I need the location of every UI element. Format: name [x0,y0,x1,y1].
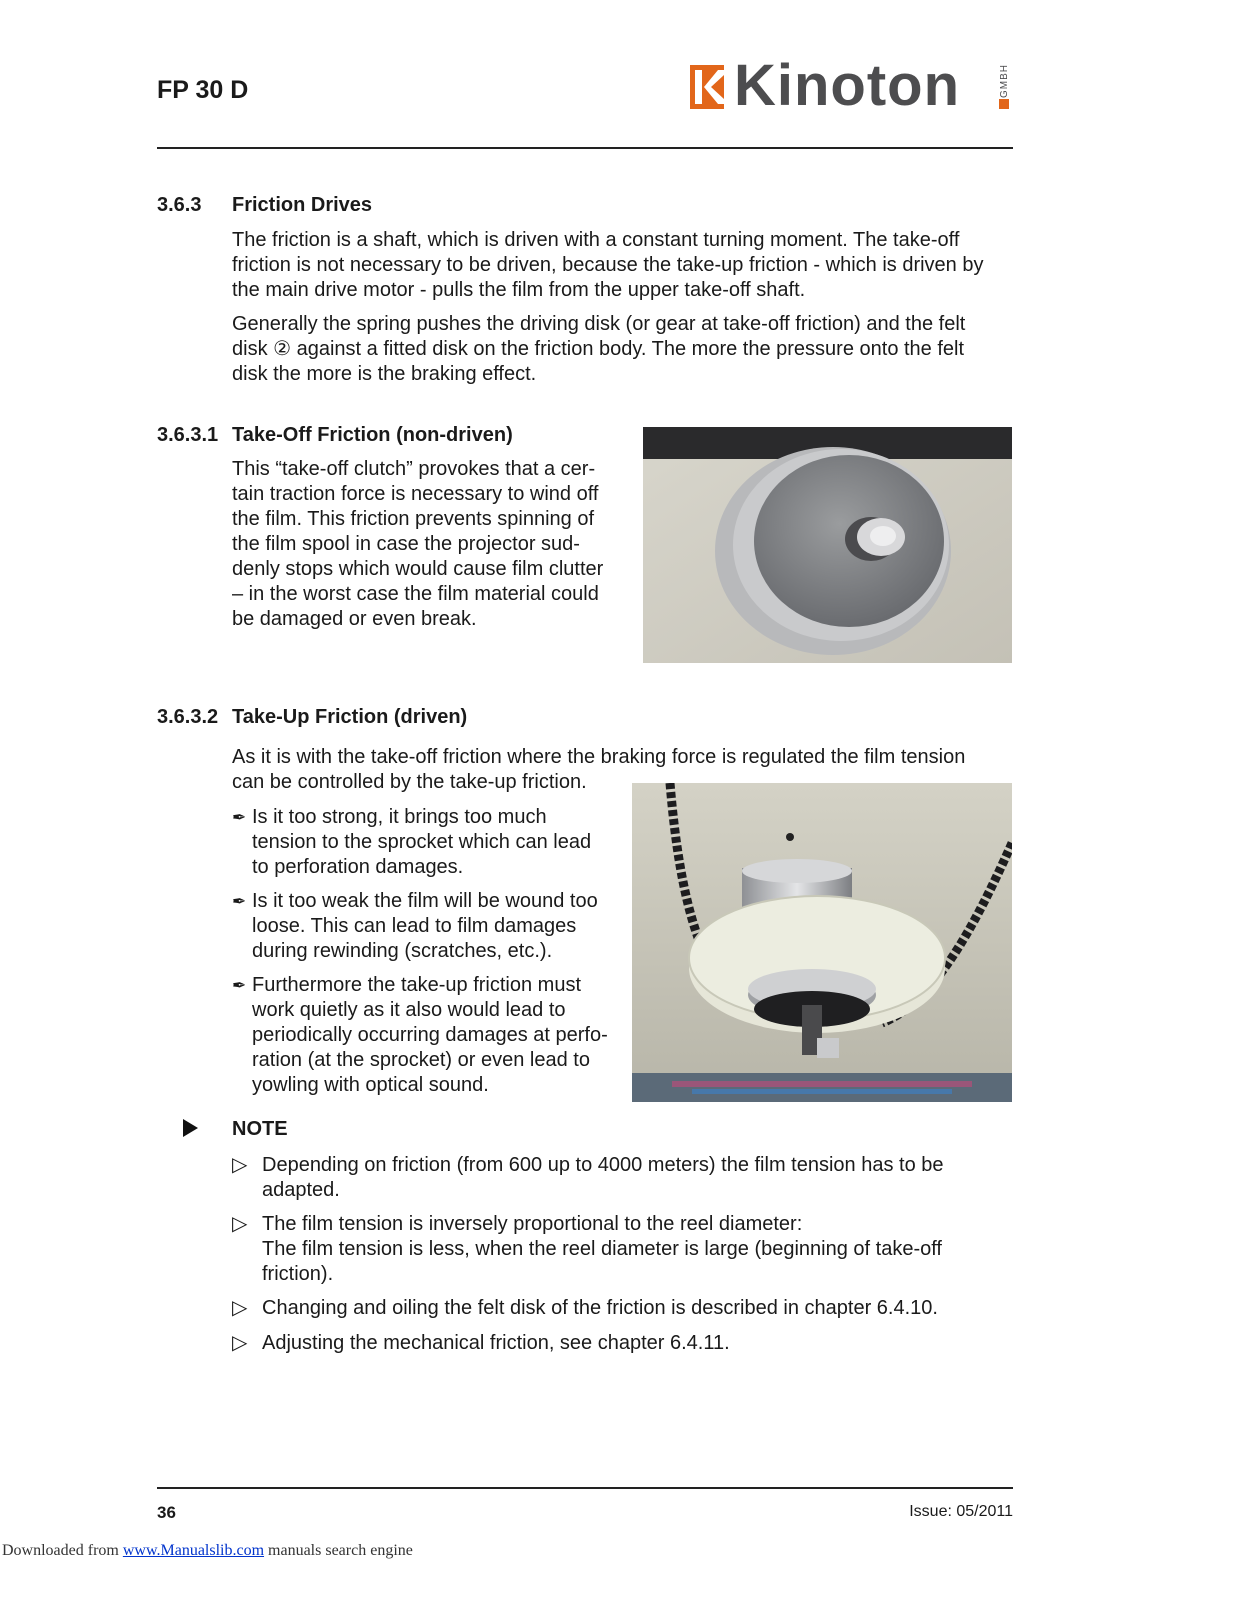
section-number: 3.6.3.2 [157,706,219,728]
take-up-friction-photo [632,783,1012,1102]
logo-wordmark: Kinoton [734,53,961,118]
page-number: 36 [157,1503,176,1522]
section-number: 3.6.3.1 [157,424,219,446]
list-item: ✒ Is it too strong, it brings too much tension to the sprocket which can lead to perforation damages. [232,806,592,878]
triangle-bullet-icon: ▷ [232,1154,248,1176]
note-item: ▷ Adjusting the mechanical friction, see chapter 6.4.11. [232,1332,730,1354]
list-item: ✒ Is it too weak the film will be wound too loose. This can lead to film damages during rewinding (scratches, etc.). [232,890,598,962]
note-item: ▷ The film tension is inversely proportional to the reel diameter: The film tension is less, when the reel diameter is large (beginning of take-off friction). [232,1213,942,1285]
download-notice: Downloaded from www.Manualslib.com manuals search engine [2,1542,413,1559]
section-title: Take-Off Friction (non-driven) [232,424,513,446]
header-rule [157,147,1013,149]
triangle-bullet-icon: ▷ [232,1213,248,1235]
footer-rule [157,1487,1013,1489]
paragraph: The friction is a shaft, which is driven with a constant turning moment. The take-off friction is not necessary to be driven, because the take-up friction - which is driven by the main drive motor - pulls the film from the upper take-off shaft. [232,229,984,301]
logo-suffix: GMBH [999,64,1010,98]
paragraph: As it is with the take-off friction where the braking force is regulated the film tension can be controlled by the take-up friction. [232,746,966,793]
note-arrow-icon [183,1119,198,1137]
kinoton-mark-icon [690,65,724,109]
issue-date: Issue: 05/2011 [909,1503,1013,1520]
document-model: FP 30 D [157,76,249,104]
triangle-bullet-icon: ▷ [232,1297,248,1319]
list-item: ✒ Furthermore the take-up friction must work quietly as it also would lead to periodically occurring damages at perfo- ration (at the sprocket) or even lead to yowling with optical sound. [232,974,608,1096]
note-label: NOTE [232,1118,288,1140]
pen-bullet-icon: ✒ [232,808,247,827]
kinoton-logo [690,53,1015,118]
section-number: 3.6.3 [157,194,202,216]
paragraph: Generally the spring pushes the driving disk (or gear at take-off friction) and the felt disk ② against a fitted disk on the friction body. The more the pressure onto the felt disk the more is the braking effect. [232,313,966,385]
triangle-bullet-icon: ▷ [232,1332,248,1354]
paragraph: This “take-off clutch” provokes that a cer-tain traction force is necessary to wind off the film. This friction prevents spinning of the film spool in case the projector sud-denly stops which would cause film clutter – in the worst case the film material could be damaged or even break. [232,458,604,630]
logo-dot [999,99,1009,109]
section-title: Take-Up Friction (driven) [232,706,468,728]
pen-bullet-icon: ✒ [232,976,247,995]
take-off-friction-photo [643,427,1012,663]
note-item: ▷ Changing and oiling the felt disk of the friction is described in chapter 6.4.10. [232,1297,938,1319]
pen-bullet-icon: ✒ [232,892,247,911]
note-item: ▷ Depending on friction (from 600 up to 4000 meters) the film tension has to be adapted. [232,1154,944,1201]
section-title: Friction Drives [232,194,373,216]
manualslib-link[interactable]: www.Manualslib.com [122,1542,265,1559]
